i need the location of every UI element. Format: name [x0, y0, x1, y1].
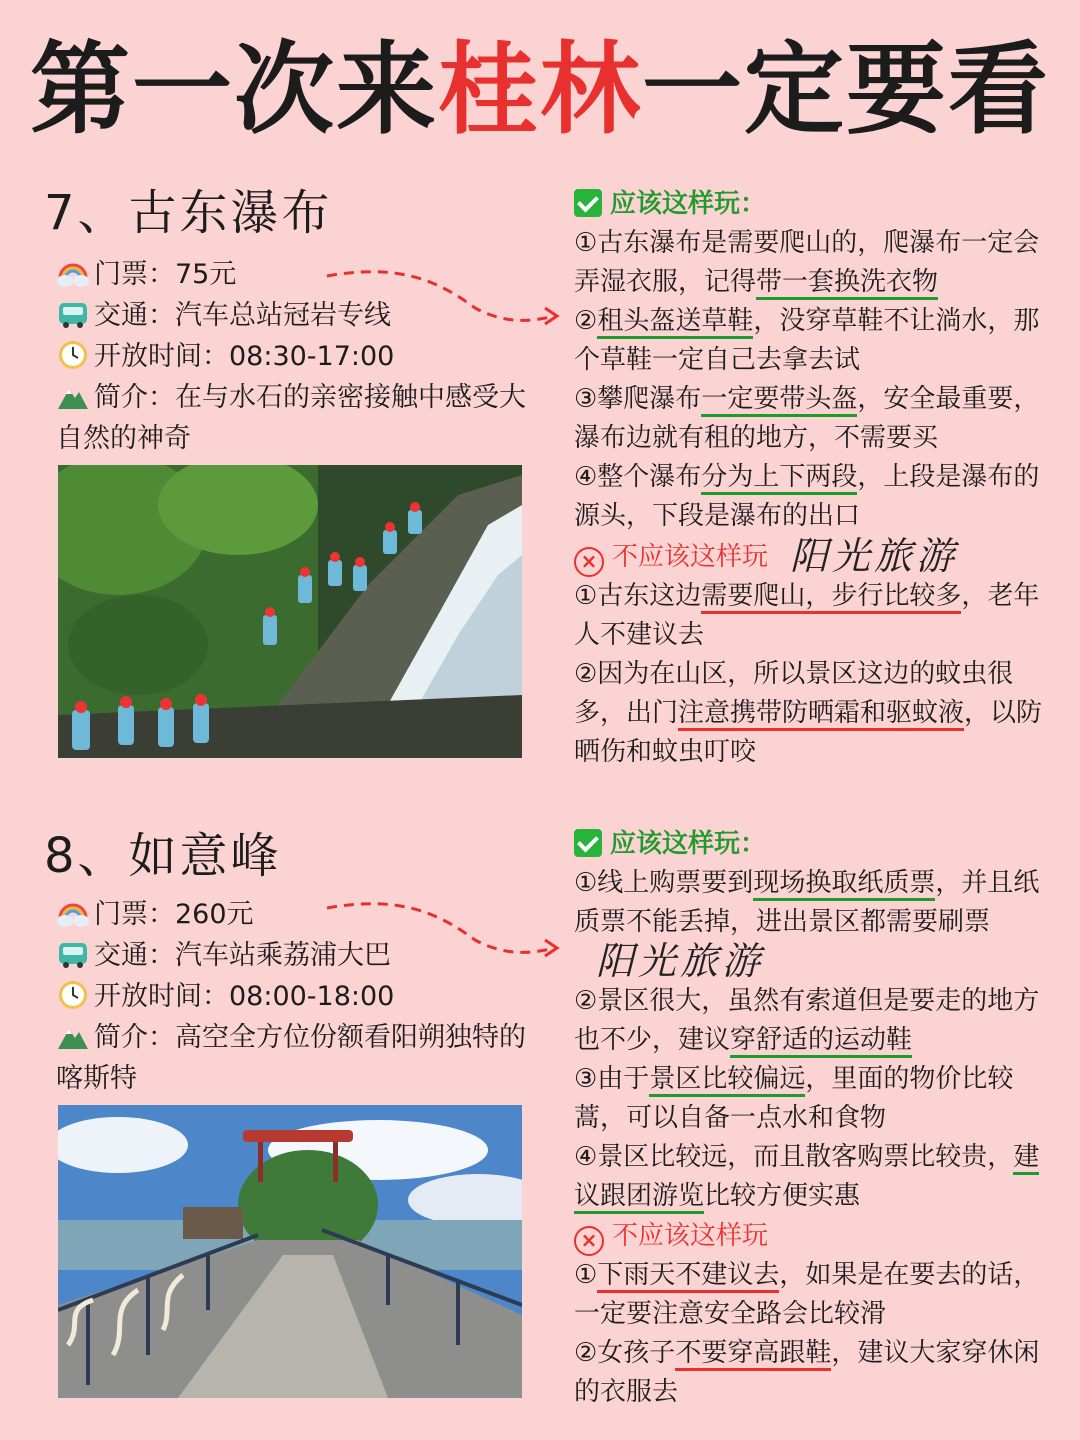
mountain-icon	[56, 379, 90, 413]
clock-icon	[56, 338, 90, 372]
should-not-play-heading: × 不应该这样玩 阳光旅游	[574, 536, 1044, 577]
should-not-play-heading: × 不应该这样玩	[574, 1216, 1044, 1256]
ticket-text: 门票：260元	[94, 899, 254, 930]
transport-text: 交通：汽车站乘荔浦大巴	[94, 940, 391, 971]
check-box-icon	[574, 829, 602, 857]
tips-panel	[574, 184, 1044, 772]
hours-text: 开放时间：08:00-18:00	[94, 981, 395, 1012]
rainbow-cloud-icon	[56, 256, 90, 290]
should-play-heading: 应该这样玩：	[574, 184, 1044, 224]
hours-text: 开放时间：08:30-17:00	[94, 341, 395, 372]
tip-item: ①下雨天不建议去，如果是在要去的话，一定要注意安全路会比较滑	[574, 1260, 1040, 1329]
tip-item: ①古东瀑布是需要爬山的，爬瀑布一定会弄湿衣服，记得带一套换洗衣物	[574, 224, 1044, 302]
title-part1: 第一次来	[30, 31, 438, 148]
ticket-text: 门票：75元	[94, 259, 237, 290]
bus-icon	[56, 297, 90, 331]
clock-icon	[56, 978, 90, 1012]
tip-item: ②因为在山区，所以景区这边的蚊虫很多，出门注意携带防晒霜和驱蚊液，以防晒伤和蚊虫叮咬	[574, 659, 1043, 767]
intro-row	[56, 1017, 546, 1099]
boardwalk-photo	[58, 1105, 522, 1398]
tips-panel	[574, 824, 1044, 1412]
tip-item: ③攀爬瀑布一定要带头盔，安全最重要，瀑布边就有租的地方，不需要买	[574, 384, 1040, 453]
tip-item: ④景区比较远，而且散客购票比较贵，建议跟团游览比较方便实惠	[574, 1138, 1044, 1216]
waterfall-photo	[58, 465, 522, 758]
page-title	[0, 30, 1080, 150]
should-play-heading: 应该这样玩：	[574, 824, 1044, 864]
tip-item: ①古东这边需要爬山，步行比较多，老年人不建议去	[574, 581, 1040, 650]
tip-item: ④整个瀑布分为上下两段，上段是瀑布的源头，下段是瀑布的出口	[574, 462, 1040, 531]
intro-text: 简介：高空全方位份额看阳朔独特的喀斯特	[56, 1022, 526, 1094]
title-highlight: 桂林	[438, 31, 642, 148]
dashed-arrow	[325, 900, 565, 962]
tip-item: ①线上购票要到现场换取纸质票，并且纸质票不能丢掉，进出景区都需要刷票阳光旅游	[574, 868, 1040, 983]
cross-circle-icon: ×	[574, 547, 604, 577]
title-part2: 一定要看	[642, 31, 1050, 148]
mountain-icon	[56, 1019, 90, 1053]
bus-icon	[56, 937, 90, 971]
dashed-arrow	[325, 268, 565, 330]
hours-row	[56, 976, 546, 1017]
intro-text: 简介：在与水石的亲密接触中感受大自然的神奇	[56, 382, 526, 454]
tip-item: ②女孩子不要穿高跟鞋，建议大家穿休闲的衣服去	[574, 1338, 1040, 1407]
rainbow-cloud-icon	[56, 896, 90, 930]
tip-item: ③由于景区比较偏远，里面的物价比较蒿，可以自备一点水和食物	[574, 1064, 1014, 1133]
check-box-icon	[574, 189, 602, 217]
cross-circle-icon: ×	[574, 1226, 604, 1256]
section-heading: 7、古东瀑布	[44, 185, 333, 241]
watermark: 阳光旅游	[596, 939, 765, 983]
watermark: 阳光旅游	[790, 534, 959, 578]
section-heading: 8、如意峰	[44, 828, 282, 884]
hours-row	[56, 336, 546, 377]
transport-text: 交通：汽车总站冠岩专线	[94, 300, 391, 331]
tip-item: ②景区很大，虽然有索道但是要走的地方也不少，建议穿舒适的运动鞋	[574, 982, 1044, 1060]
tip-item: ②租头盔送草鞋，没穿草鞋不让淌水，那个草鞋一定自己去拿去试	[574, 306, 1040, 375]
intro-row	[56, 377, 546, 459]
